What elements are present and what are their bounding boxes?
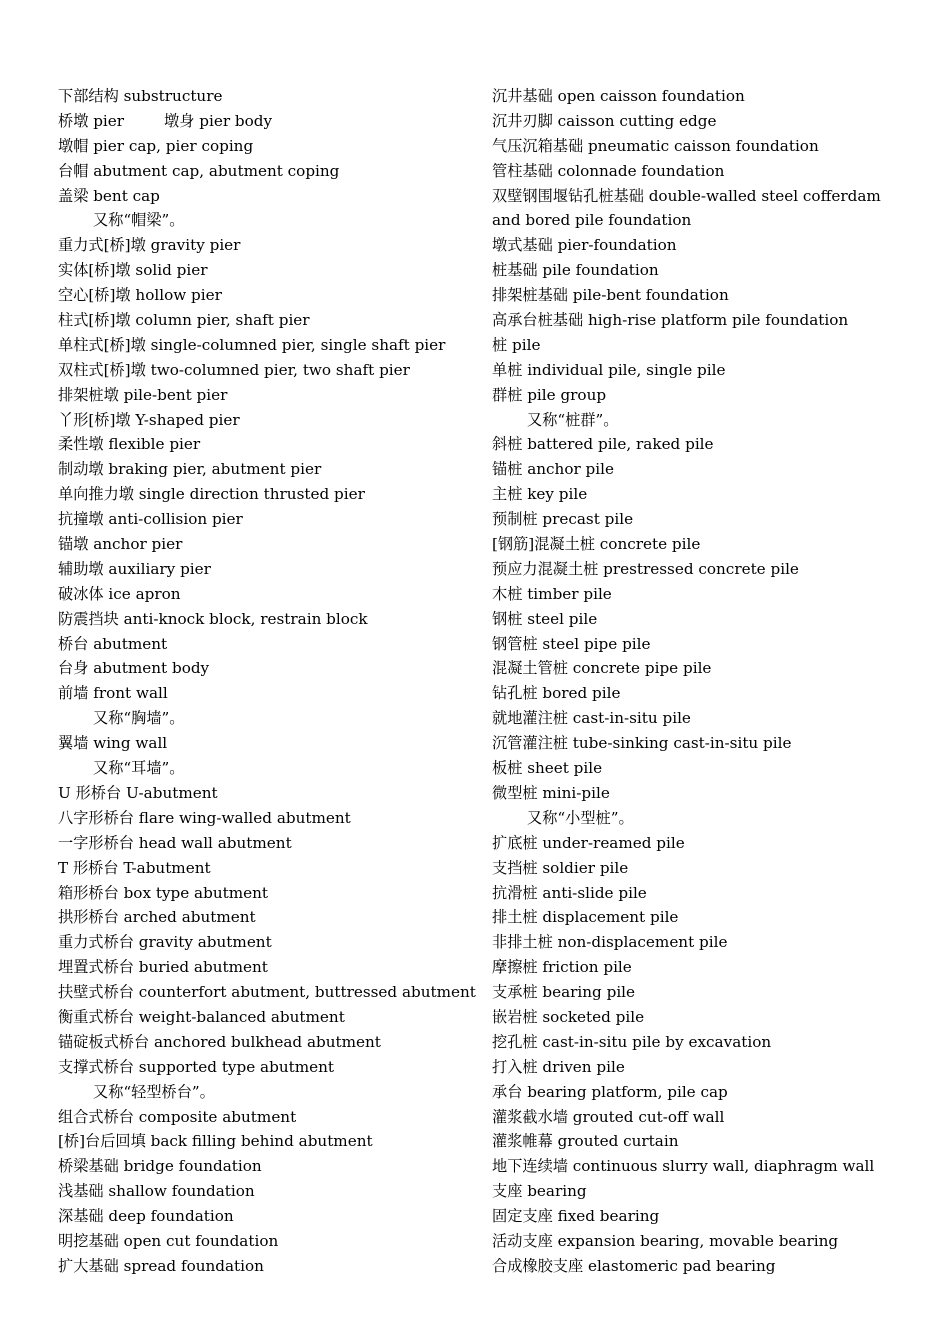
entry: 就地灌注桩 cast-in-situ pile: [492, 709, 691, 728]
entry: 灌浆截水墙 grouted cut-off wall: [492, 1107, 725, 1126]
entry-note: 又称“桩群”。: [527, 410, 619, 429]
entry: 钻孔桩 bored pile: [492, 684, 621, 703]
entry: 锚墩 anchor pier: [58, 535, 183, 554]
entry: 空心[桥]墩 hollow pier: [58, 286, 222, 305]
entry: 重力式[桥]墩 gravity pier: [58, 236, 241, 255]
entry: 桥台 abutment: [58, 634, 168, 653]
entry: 摩擦桩 friction pile: [492, 958, 632, 977]
entry: 板桩 sheet pile: [492, 759, 603, 778]
entry: 钢管桩 steel pipe pile: [492, 634, 651, 653]
entry-note: 又称“帽梁”。: [93, 211, 185, 230]
entry: 翼墙 wing wall: [58, 734, 168, 753]
entry: 预应力混凝土桩 prestressed concrete pile: [492, 559, 799, 578]
entry: 沉管灌注桩 tube-sinking cast-in-situ pile: [492, 734, 792, 753]
entry: 排土桩 displacement pile: [492, 908, 679, 927]
entry: 防震挡块 anti-knock block, restrain block: [58, 609, 368, 628]
entry: 墩帽 pier cap, pier coping: [58, 136, 254, 155]
entry: 钢桩 steel pile: [492, 609, 598, 628]
entry: 高承台桩基础 high-rise platform pile foundation: [492, 311, 849, 330]
entry: 嵌岩桩 socketed pile: [492, 1007, 645, 1026]
entry-note: 又称“轻型桥台”。: [93, 1082, 215, 1101]
entry: 排架桩墩 pile-bent pier: [58, 385, 228, 404]
entry: 墩式基础 pier-foundation: [492, 236, 677, 255]
entry: U 形桥台 U-abutment: [58, 783, 218, 802]
entry: 实体[桥]墩 solid pier: [58, 261, 208, 280]
right-column: [492, 84, 912, 1279]
entry: 主桩 key pile: [492, 485, 588, 504]
entry: 八字形桥台 flare wing-walled abutment: [58, 808, 351, 827]
entry: 前墙 front wall: [58, 684, 168, 703]
entry: 支承桩 bearing pile: [492, 983, 636, 1002]
entry: 埋置式桥台 buried abutment: [58, 958, 268, 977]
entry: 单柱式[桥]墩 single-columned pier, single shaft pier: [58, 335, 446, 354]
entry: T 形桥台 T-abutment: [58, 858, 211, 877]
entry: 承台 bearing platform, pile cap: [492, 1082, 728, 1101]
entry: 桩基础 pile foundation: [492, 261, 659, 280]
entry: 木桩 timber pile: [492, 584, 612, 603]
entry: 锚碇板式桥台 anchored bulkhead abutment: [58, 1032, 381, 1051]
entry: 预制桩 precast pile: [492, 510, 634, 529]
entry: 桩 pile: [492, 335, 541, 354]
entry: 管柱基础 colonnade foundation: [492, 161, 725, 180]
entry: 沉井刃脚 caisson cutting edge: [492, 111, 717, 130]
entry: 打入桩 driven pile: [492, 1057, 625, 1076]
entry: 非排土桩 non-displacement pile: [492, 933, 728, 952]
entry: 桥梁基础 bridge foundation: [58, 1157, 262, 1176]
entry: 混凝土管桩 concrete pipe pile: [492, 659, 712, 678]
entry: 支座 bearing: [492, 1182, 587, 1201]
entry: 微型桩 mini-pile: [492, 783, 610, 802]
entry: 扶壁式桥台 counterfort abutment, buttressed abutment: [58, 983, 476, 1002]
entry: 下部结构 substructure: [58, 87, 223, 105]
entry-note: 又称“胸墙”。: [93, 709, 185, 728]
entry: 拱形桥台 arched abutment: [58, 908, 256, 927]
entry: 挖孔桩 cast-in-situ pile by excavation: [492, 1032, 772, 1051]
entry: 辅助墩 auxiliary pier: [58, 559, 211, 578]
entry: 丫形[桥]墩 Y-shaped pier: [58, 410, 240, 429]
entry-note: 又称“小型桩”。: [527, 808, 634, 827]
entry: 气压沉箱基础 pneumatic caisson foundation: [492, 136, 819, 155]
entry: 抗撞墩 anti-collision pier: [58, 510, 243, 529]
entry: 一字形桥台 head wall abutment: [58, 833, 292, 852]
entry: 沉井基础 open caisson foundation: [492, 87, 745, 105]
entry: 支撑式桥台 supported type abutment: [58, 1057, 334, 1076]
entry: 固定支座 fixed bearing: [492, 1207, 660, 1226]
entry: 组合式桥台 composite abutment: [58, 1107, 297, 1126]
entry: 台身 abutment body: [58, 659, 210, 678]
entry: 双柱式[桥]墩 two-columned pier, two shaft pier: [58, 360, 410, 379]
entry: 深基础 deep foundation: [58, 1207, 234, 1226]
entry: 锚桩 anchor pile: [492, 460, 614, 479]
entry: 制动墩 braking pier, abutment pier: [58, 460, 322, 479]
entry-continuation: and bored pile foundation: [492, 211, 692, 230]
entry: 明挖基础 open cut foundation: [58, 1231, 279, 1250]
entry: 群桩 pile group: [492, 385, 607, 404]
entry: 灌浆帷幕 grouted curtain: [492, 1132, 679, 1151]
entry: 单桩 individual pile, single pile: [492, 360, 726, 379]
entry: 单向推力墩 single direction thrusted pier: [58, 485, 365, 504]
entry: 地下连续墙 continuous slurry wall, diaphragm wall: [492, 1157, 875, 1176]
entry: 衡重式桥台 weight-balanced abutment: [58, 1007, 345, 1026]
entry: 斜桩 battered pile, raked pile: [492, 435, 714, 454]
entry-note: 又称“耳墙”。: [93, 759, 185, 778]
entry: [钢筋]混凝土桩 concrete pile: [492, 535, 701, 554]
entry: 破冰体 ice apron: [58, 584, 181, 603]
entry: 双壁钢围堰钻孔桩基础 double-walled steel cofferdam: [492, 186, 881, 205]
entry: 抗滑桩 anti-slide pile: [492, 883, 647, 902]
entry: 扩底桩 under-reamed pile: [492, 833, 685, 852]
entry: 浅基础 shallow foundation: [58, 1182, 255, 1201]
entry: 台帽 abutment cap, abutment coping: [58, 161, 340, 180]
entry: 盖梁 bent cap: [58, 186, 160, 205]
entry: 活动支座 expansion bearing, movable bearing: [492, 1231, 839, 1250]
entry: 扩大基础 spread foundation: [58, 1256, 264, 1275]
entry: 桥墩 pier 墩身 pier body: [58, 111, 273, 130]
entry: 支挡桩 soldier pile: [492, 858, 629, 877]
entry: [桥]台后回填 back filling behind abutment: [58, 1132, 373, 1151]
entry: 合成橡胶支座 elastomeric pad bearing: [492, 1256, 776, 1275]
entry: 柔性墩 flexible pier: [58, 435, 201, 454]
entry: 箱形桥台 box type abutment: [58, 883, 268, 902]
entry: 排架桩基础 pile-bent foundation: [492, 286, 729, 305]
entry: 柱式[桥]墩 column pier, shaft pier: [58, 311, 310, 330]
entry: 重力式桥台 gravity abutment: [58, 933, 272, 952]
left-column: [58, 84, 476, 1279]
